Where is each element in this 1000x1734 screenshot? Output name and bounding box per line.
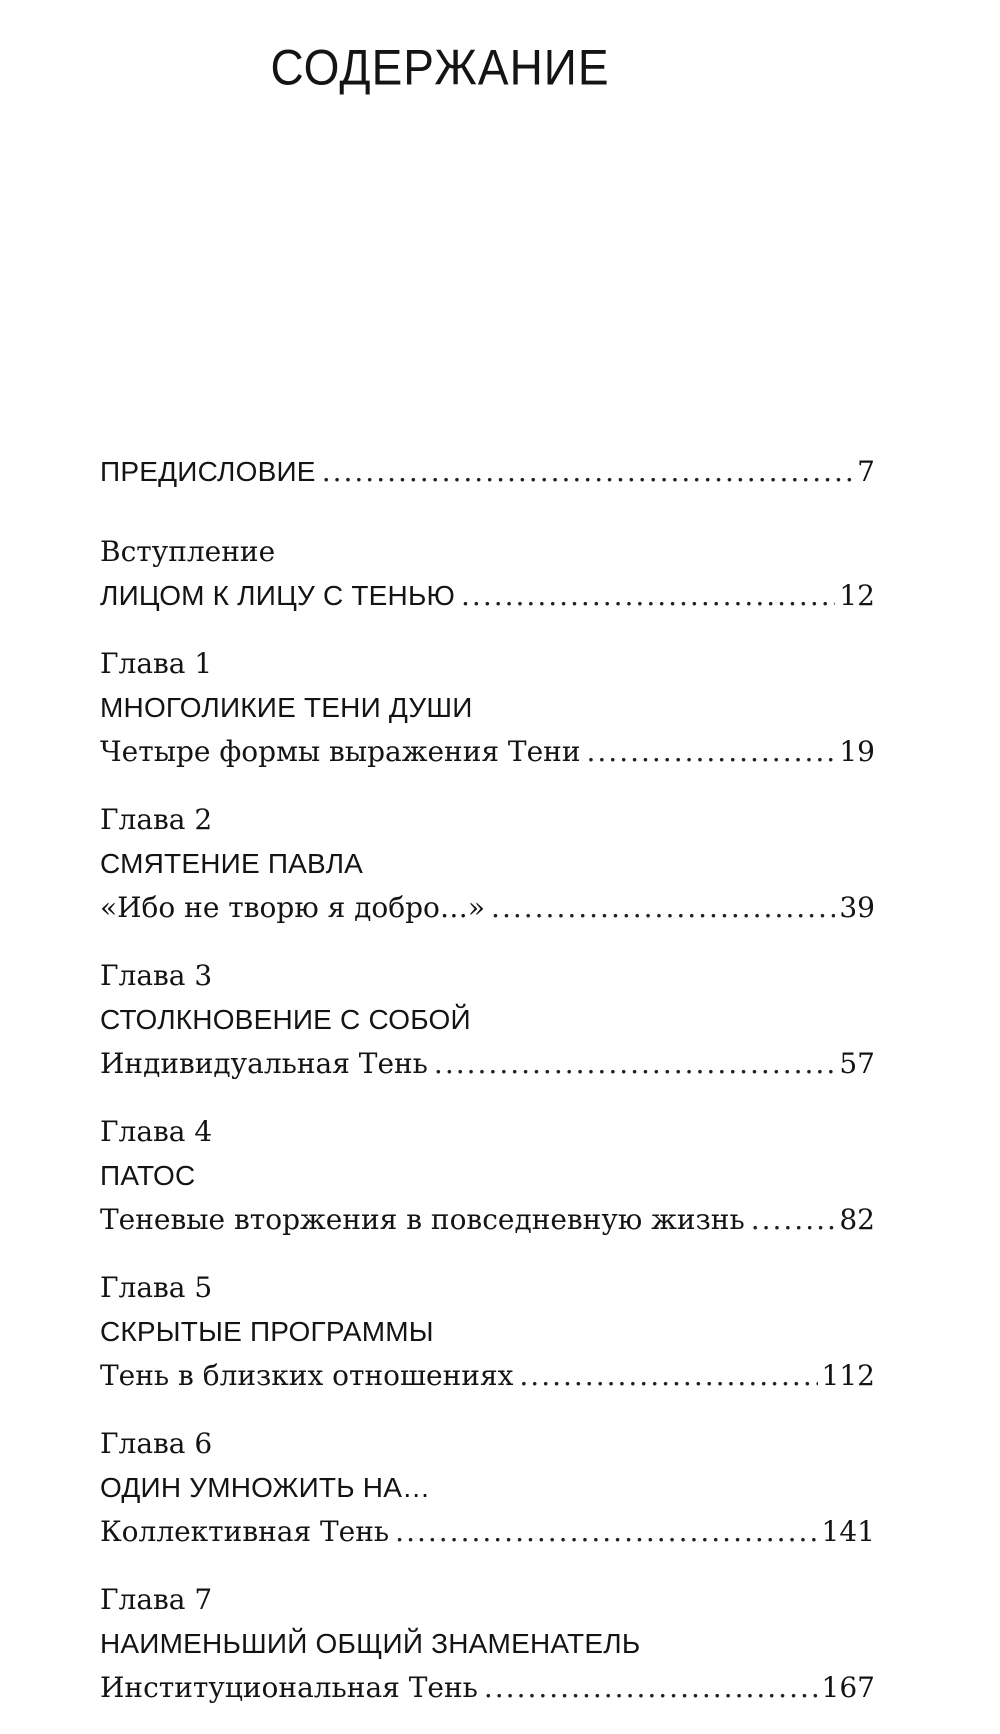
- toc-entry-heading: СТОЛКНОВЕНИЕ С СОБОЙ: [100, 1004, 471, 1035]
- toc-page-number: 141: [821, 1515, 875, 1548]
- toc-entry-label: Глава 3: [100, 959, 213, 992]
- toc-entry-title: ЛИЦОМ К ЛИЦУ С ТЕНЬЮ: [100, 580, 456, 611]
- toc-entry-heading: МНОГОЛИКИЕ ТЕНИ ДУШИ: [100, 692, 473, 723]
- dot-leader: [461, 574, 835, 618]
- dot-leader: [751, 1198, 836, 1242]
- toc-entry-subtitle: Тень в близких отношениях: [100, 1359, 514, 1392]
- toc-entry-subtitle: Коллективная Тень: [100, 1515, 390, 1548]
- toc-entry-chapter-4[interactable]: [100, 1110, 875, 1242]
- toc-entry-label: Глава 7: [100, 1583, 213, 1616]
- toc-line: [100, 1666, 875, 1710]
- toc-line: [100, 730, 875, 774]
- toc-entry-chapter-2[interactable]: [100, 798, 875, 930]
- toc-page-number: 7: [857, 455, 875, 488]
- toc-entry-label: Вступление: [100, 535, 276, 568]
- toc-entry-heading: ПАТОС: [100, 1160, 196, 1191]
- toc-page-number: 57: [839, 1047, 875, 1080]
- toc-entry-chapter-6[interactable]: [100, 1422, 875, 1554]
- toc-entry-chapter-1[interactable]: [100, 642, 875, 774]
- dot-leader: [434, 1042, 835, 1086]
- toc-line: [100, 450, 875, 494]
- toc-line: [100, 1510, 875, 1554]
- toc-page-number: 39: [839, 891, 875, 924]
- toc-entry-heading: ОДИН УМНОЖИТЬ НА…: [100, 1472, 431, 1503]
- dot-leader: [484, 1666, 818, 1710]
- toc-entry-label: Глава 2: [100, 803, 213, 836]
- toc-entry-heading: СКРЫТЫЕ ПРОГРАММЫ: [100, 1316, 434, 1347]
- toc-page-number: 12: [839, 579, 875, 612]
- toc-page-number: 82: [839, 1203, 875, 1236]
- toc-page-number: 19: [839, 735, 875, 768]
- toc-line: [100, 1198, 875, 1242]
- toc-entry-subtitle: «Ибо не творю я добро…»: [100, 891, 486, 924]
- toc-entry-chapter-5[interactable]: [100, 1266, 875, 1398]
- dot-leader: [491, 886, 835, 930]
- dot-leader: [395, 1510, 817, 1554]
- toc-entry-subtitle: Четыре формы выражения Тени: [100, 735, 581, 768]
- toc-entry-introduction[interactable]: [100, 530, 875, 618]
- toc-line: [100, 886, 875, 930]
- toc-entry-preface[interactable]: [100, 450, 875, 494]
- toc-entry-title: ПРЕДИСЛОВИЕ: [100, 456, 316, 487]
- toc-entry-subtitle: Теневые вторжения в повседневную жизнь: [100, 1203, 745, 1236]
- toc-entry-label: Глава 1: [100, 647, 213, 680]
- dot-leader: [519, 1354, 817, 1398]
- toc-entry-label: Глава 4: [100, 1115, 213, 1148]
- toc-entry-subtitle: Институциональная Тень: [100, 1671, 478, 1704]
- toc-entry-chapter-7[interactable]: [100, 1578, 875, 1710]
- toc-page-number: 112: [821, 1359, 875, 1392]
- dot-leader: [322, 450, 853, 494]
- toc-page-number: 167: [821, 1671, 875, 1704]
- toc-line: [100, 1042, 875, 1086]
- toc-entry-subtitle: Индивидуальная Тень: [100, 1047, 428, 1080]
- table-of-contents: [100, 450, 875, 1734]
- toc-line: [100, 574, 875, 618]
- toc-entry-chapter-3[interactable]: [100, 954, 875, 1086]
- toc-entry-heading: НАИМЕНЬШИЙ ОБЩИЙ ЗНАМЕНАТЕЛЬ: [100, 1628, 641, 1659]
- toc-entry-heading: СМЯТЕНИЕ ПАВЛА: [100, 848, 364, 879]
- page-title: СОДЕРЖАНИЕ: [270, 38, 610, 96]
- toc-entry-label: Глава 6: [100, 1427, 213, 1460]
- dot-leader: [587, 730, 836, 774]
- toc-entry-label: Глава 5: [100, 1271, 213, 1304]
- toc-line: [100, 1354, 875, 1398]
